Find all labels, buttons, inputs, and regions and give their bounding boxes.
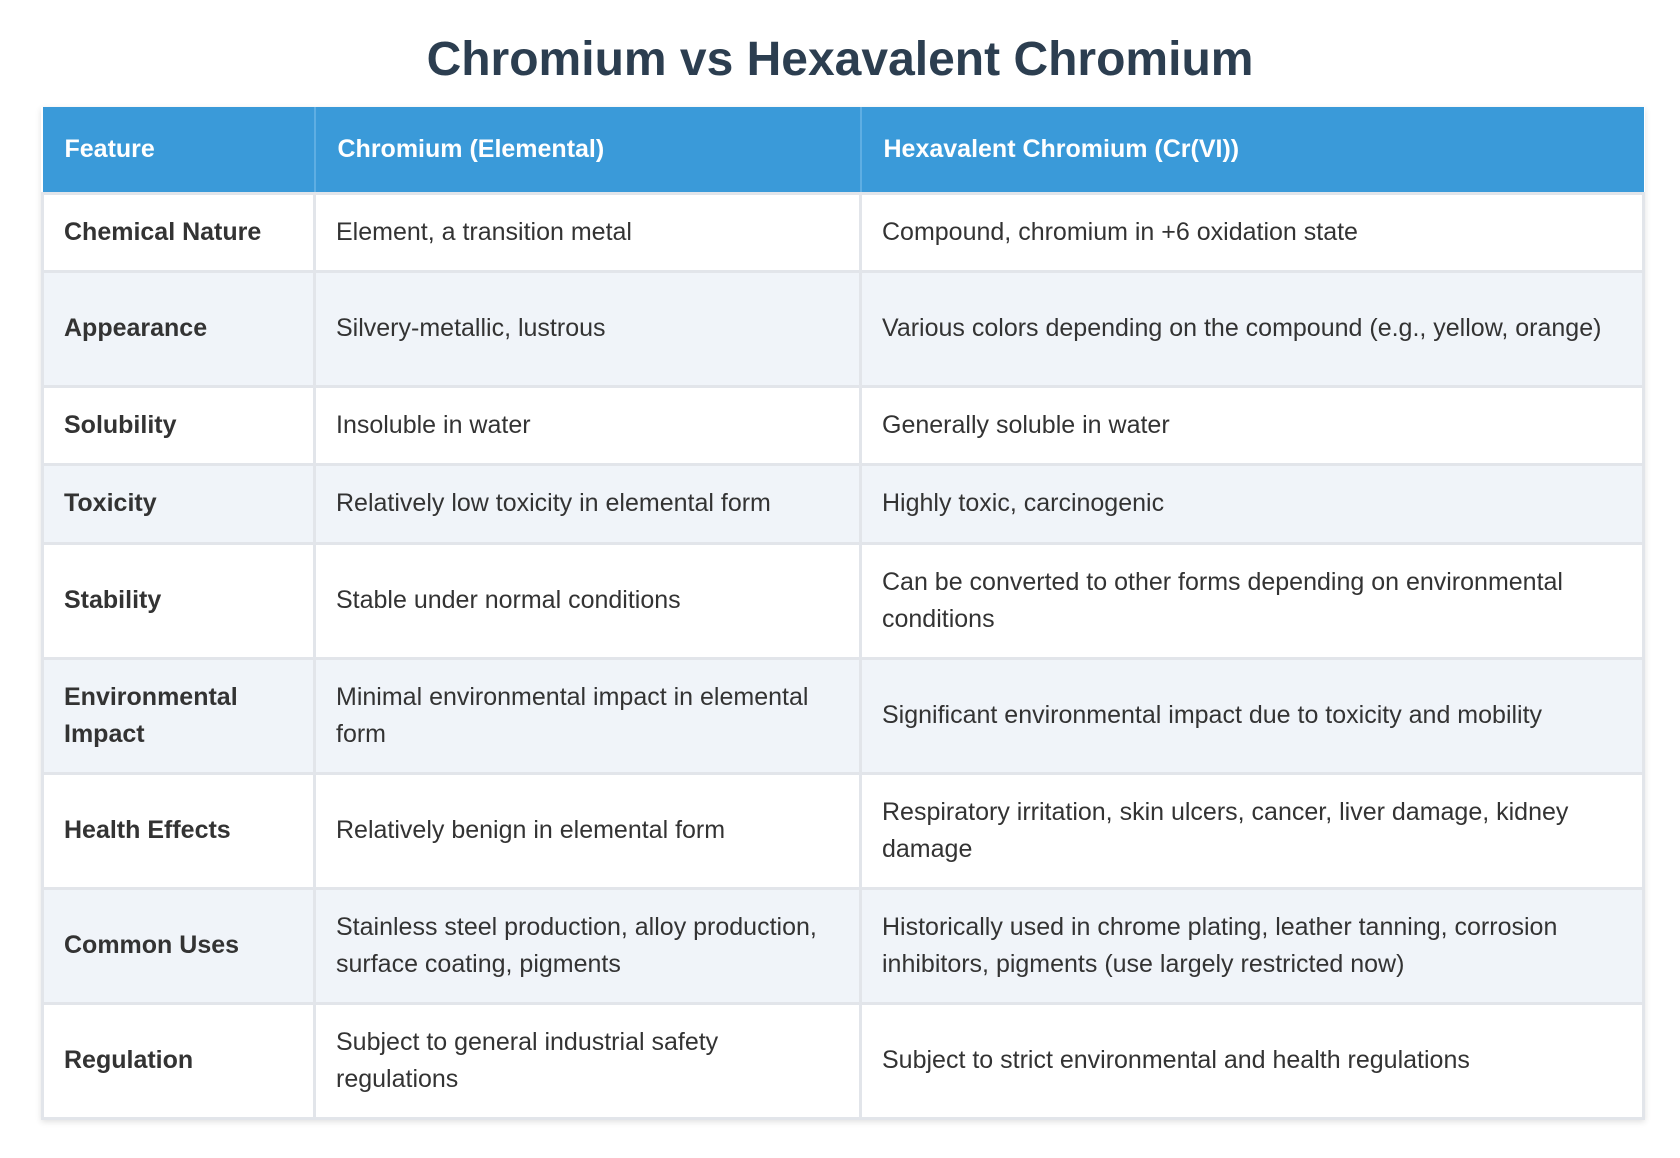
feature-cell: Common Uses — [43, 888, 315, 1003]
table-row — [43, 773, 1644, 888]
hexavalent-cell: Significant environmental impact due to toxicity and mobility — [861, 658, 1644, 773]
feature-cell: Appearance — [43, 271, 315, 386]
table-row — [43, 386, 1644, 464]
page-title: Chromium vs Hexavalent Chromium — [426, 33, 1254, 86]
table-row — [43, 193, 1644, 271]
table-row — [43, 464, 1644, 543]
table-row — [43, 543, 1644, 658]
chromium-cell: Stable under normal conditions — [315, 543, 861, 658]
hexavalent-cell: Highly toxic, carcinogenic — [861, 464, 1644, 543]
feature-cell: Health Effects — [43, 773, 315, 888]
column-header-hexavalent: Hexavalent Chromium (Cr(VI)) — [861, 107, 1644, 193]
table-row — [43, 271, 1644, 386]
hexavalent-cell: Respiratory irritation, skin ulcers, cancer, liver damage, kidney damage — [861, 773, 1644, 888]
table-header-row — [43, 107, 1644, 193]
feature-cell: Stability — [43, 543, 315, 658]
chromium-cell: Subject to general industrial safety regulations — [315, 1003, 861, 1118]
feature-cell: Regulation — [43, 1003, 315, 1118]
hexavalent-cell: Can be converted to other forms depending on environmental conditions — [861, 543, 1644, 658]
chromium-cell: Relatively low toxicity in elemental form — [315, 464, 861, 543]
chromium-cell: Minimal environmental impact in elemental form — [315, 658, 861, 773]
chromium-cell: Stainless steel production, alloy production, surface coating, pigments — [315, 888, 861, 1003]
feature-cell: Toxicity — [43, 464, 315, 543]
feature-cell: Environmental Impact — [43, 658, 315, 773]
hexavalent-cell: Historically used in chrome plating, leather tanning, corrosion inhibitors, pigments (use largely restricted now) — [861, 888, 1644, 1003]
table-row — [43, 658, 1644, 773]
chromium-cell: Relatively benign in elemental form — [315, 773, 861, 888]
chromium-cell: Silvery-metallic, lustrous — [315, 271, 861, 386]
feature-cell: Solubility — [43, 386, 315, 464]
column-header-feature: Feature — [43, 107, 315, 193]
chromium-cell: Element, a transition metal — [315, 193, 861, 271]
hexavalent-cell: Subject to strict environmental and health regulations — [861, 1003, 1644, 1118]
chromium-cell: Insoluble in water — [315, 386, 861, 464]
column-header-chromium: Chromium (Elemental) — [315, 107, 861, 193]
feature-cell: Chemical Nature — [43, 193, 315, 271]
hexavalent-cell: Various colors depending on the compound (e.g., yellow, orange) — [861, 271, 1644, 386]
table-row — [43, 1003, 1644, 1118]
hexavalent-cell: Generally soluble in water — [861, 386, 1644, 464]
table-row — [43, 888, 1644, 1003]
comparison-table — [41, 107, 1645, 1120]
hexavalent-cell: Compound, chromium in +6 oxidation state — [861, 193, 1644, 271]
